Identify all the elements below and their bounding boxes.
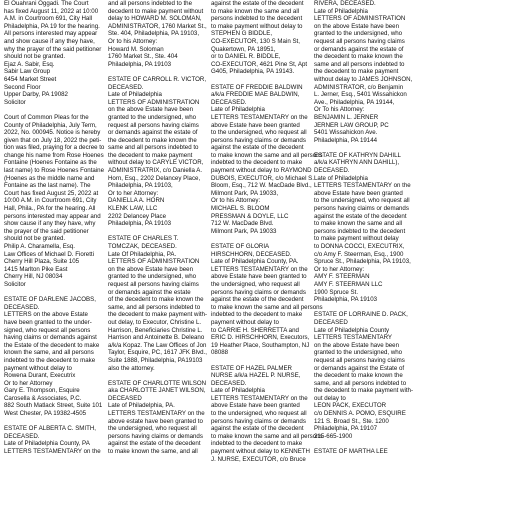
notice-text-line: on the above Estate have been xyxy=(314,22,400,30)
notice-text-line: ADMINISTRATOR, 1760 Market St., xyxy=(108,22,207,30)
notice-text-line: Suite 1888, Philadelphia, PA19103 xyxy=(108,356,203,364)
notice-text-line: NURSE a/k/a HAZEL P. NURSE, xyxy=(211,372,301,380)
notice-text-line: G405, Philadelphia, PA 19143. xyxy=(211,68,295,76)
notice-text-line: Philadelphia, PA 19103 xyxy=(314,296,378,304)
notice-text-line: payment without delay to xyxy=(4,364,72,372)
notice-text-line: aka CHARLOTTE JANET WILSON, xyxy=(108,387,206,395)
notice-text-line: LETTERS TESTAMENTARY on the xyxy=(108,410,205,418)
notice-text-line: the decedent to make known the xyxy=(314,372,403,380)
notice-text-line: indebted to the decedent to make xyxy=(211,311,303,319)
notice-text-line: DUBOIS, EXECUTOR, c/o Michael S. xyxy=(211,174,314,182)
notice-text-line: Philadelphia, PA 19103 xyxy=(108,220,172,228)
notice-text-line: ADMINISTRATOR, c/o Benjamin xyxy=(314,83,404,91)
notice-text-line: Late of Philadelphia County, PA xyxy=(4,440,90,448)
notice-text-line: having claims or demands against xyxy=(4,334,97,342)
notice-text-line: above Estate have been granted to xyxy=(211,273,307,281)
notice-text-line: A.M. in Courtroom 691, City Hall xyxy=(4,15,93,23)
column-2 xyxy=(108,0,208,463)
legal-notice xyxy=(108,76,208,228)
notice-text-line: on the above Estate have been xyxy=(108,265,194,273)
notice-text-line: Taylor, Esquire, PC, 1617 JFK Blvd., xyxy=(108,349,207,357)
notice-text-line: against the estate of the decedent xyxy=(314,212,407,220)
notice-text-line: LETTERS OF ADMINISTRATION xyxy=(314,15,406,23)
notice-text-line: indebted to the decedent to make xyxy=(211,440,303,448)
notice-text-line: 712 W. MacDade Blvd. xyxy=(211,220,274,228)
notice-text-line: against the estate of the decedent xyxy=(211,144,304,152)
notice-text-line: 1760 Market St., Ste. 404 xyxy=(108,53,178,61)
notice-text-line: (Hoenes as the middle name and xyxy=(4,174,95,182)
notice-text-line: above Estate have been granted xyxy=(211,121,300,129)
notice-text-line: on the above Estate have been xyxy=(314,341,400,349)
notice-text-line: to make known the same and all persons xyxy=(211,303,323,311)
notice-text-line: ESTATE OF DARLENE JACOBS, xyxy=(4,296,96,304)
notice-text-line: County of Philadelphia, July Term, xyxy=(4,121,97,129)
notice-text-line: to make known the same and all persons xyxy=(211,151,323,159)
notice-text-line: the Estate of the decedent to make xyxy=(4,341,100,349)
notice-text-line: ESTATE OF HAZEL PALMER xyxy=(211,364,292,372)
notice-text-line: persons having claims or demands xyxy=(211,136,306,144)
notice-text-line: 2022, No. 000945. Notice is hereby xyxy=(4,129,101,137)
notice-text-line: DECEASED xyxy=(314,318,348,326)
notice-text-line: c/o DENNIS A. POMO, ESQUIRE xyxy=(314,410,406,418)
notice-text-line: El Ouahrani Oggadi. The Court xyxy=(4,0,89,7)
notice-text-line: Late of Philadelphia County xyxy=(314,326,390,334)
legal-notice xyxy=(314,448,414,456)
notice-text-line: JERNER LAW GROUP, PC xyxy=(314,121,389,129)
legal-notice xyxy=(108,0,208,68)
notice-text-line: payment without delay to KENNETH xyxy=(211,448,310,456)
column-4 xyxy=(314,0,414,463)
notice-text-line: LETTERS on the above Estate xyxy=(4,311,88,319)
notice-text-line: ESTATE OF MARTHA LEE xyxy=(314,448,388,456)
notice-text-line: signed, who request all persons xyxy=(4,326,91,334)
notice-text-line: Harrison and Antoinette B. Deleano xyxy=(108,334,205,342)
notice-text-line: Solicitor xyxy=(4,280,26,288)
notice-text-line: a/k/a KATHRYN ANN DAHILL), xyxy=(314,159,400,167)
notice-text-line: Bloom, Esq., 712 W. MacDade Blvd., xyxy=(211,182,312,190)
notice-text-line: request all persons having claims xyxy=(108,280,199,288)
notice-text-line: ESTATE OF KATHRYN DAHILL xyxy=(314,151,401,159)
notice-text-line: ERIC D. HIRSCHHORN, Executors, xyxy=(211,334,310,342)
notice-text-line: DECEASED. xyxy=(4,303,40,311)
notice-text-line: Court has fixed August 25, 2022 at xyxy=(4,189,99,197)
notice-text-line: same, and all persons indebted to xyxy=(314,379,407,387)
notice-text-line: ESTATE OF CHARLES T. xyxy=(108,235,179,243)
notice-text-line: change his name from Rose Hoenes xyxy=(4,151,104,159)
notice-text-line: Ave., Philadelphia, PA 19144, xyxy=(314,98,395,106)
notice-text-line: ESTATE OF FREDDIE BALDWIN xyxy=(211,83,303,91)
notice-text-line: AMY F. STEERMAN LLC xyxy=(314,280,383,288)
notice-text-line: ESTATE OF LORRAINE D. PACK, xyxy=(314,311,408,319)
notice-text-line: request all persons having claims xyxy=(108,121,199,129)
column-1 xyxy=(4,0,104,463)
notice-text-line: to make known the same and all xyxy=(314,220,403,228)
notice-text-line: Court of Common Pleas for the xyxy=(4,113,89,121)
notice-text-line: Horn, Esq., 2202 Delancey Place, xyxy=(108,174,201,182)
notice-text-line: tion was filed, praying for a decree to xyxy=(4,144,105,152)
notice-text-line: MICHAEL S. BLOOM xyxy=(211,205,270,213)
notice-text-line: Philadelphia, PA 19103 xyxy=(108,60,172,68)
notice-text-line: ESTATE OF CARROLL R. VICTOR, xyxy=(108,75,207,83)
notice-text-line: persons having claims or demands xyxy=(314,205,409,213)
notice-text-line: known the same, and all persons xyxy=(4,349,94,357)
notice-text-line: granted to the undersigned, who xyxy=(108,273,197,281)
notice-text-line: indebted to the decedent to make xyxy=(211,159,303,167)
notice-text-line: DECEASED xyxy=(108,394,142,402)
notice-text-line: granted to the undersigned, who xyxy=(314,30,403,38)
notice-text-line: LETTERS TESTAMENTARY on the xyxy=(211,113,308,121)
notice-text-line: out delay to xyxy=(314,394,346,402)
notice-text-line: the prayer of the said petitioner xyxy=(4,227,89,235)
legal-notice xyxy=(211,0,311,76)
legal-notice xyxy=(4,425,104,455)
notice-text-line: DECEASED. xyxy=(108,83,144,91)
notice-text-line: DECEASED. xyxy=(4,432,40,440)
notice-text-line: 1900 Spruce St. xyxy=(314,288,359,296)
notice-text-line: request all persons having claims xyxy=(314,37,405,45)
notice-text-line: LETTERS TESTAMENTARY xyxy=(314,334,393,342)
notice-text-line: Or to her Attorney: xyxy=(108,189,159,197)
notice-text-line: ADMINISTRATRIX, c/o Daniella A. xyxy=(108,167,203,175)
notice-text-line: without delay to JAMES JOHNSON, xyxy=(314,75,413,83)
notice-text-line: J. NURSE, EXECUTOR, c/o Bruce xyxy=(211,455,306,463)
notice-text-line: 2202 Delancey Place xyxy=(108,212,167,220)
notice-text-line: persons having claims or demands xyxy=(211,417,306,425)
notice-text-line: Hall, Phila., PA for the hearing. All xyxy=(4,205,96,213)
notice-text-line: Upper Darby, PA 19082 xyxy=(4,91,68,99)
notice-text-line: given that on July 18, 2022 the peti- xyxy=(4,136,102,144)
notice-text-line: above Estate have been granted xyxy=(211,402,300,410)
notice-text-line: STEPHEN G BIDDLE, xyxy=(211,30,273,38)
notice-text-line: HIRSCHHORN, DECEASED. xyxy=(211,250,292,258)
notice-text-line: the decedent to make payment xyxy=(108,151,193,159)
notice-text-line: ESTATE OF CHARLOTTE WILSON xyxy=(108,379,207,387)
legal-notice xyxy=(211,243,323,357)
legal-notice xyxy=(314,311,414,440)
notice-text-line: same, and all persons indebted to xyxy=(108,303,201,311)
notice-text-line: and all persons indebted to the xyxy=(108,0,192,7)
notice-text-line: on the above Estate have been xyxy=(108,106,194,114)
legal-notice xyxy=(314,0,414,144)
notice-text-line: granted to the undersigned, who xyxy=(314,349,403,357)
notice-text-line: Late of Philadelphia xyxy=(211,387,265,395)
notice-text-line: Philadelphia, PA 19103, xyxy=(108,182,173,190)
notice-text-line: to make payment without delay to xyxy=(211,22,303,30)
notice-text-line: Second Floor xyxy=(4,83,41,91)
notice-text-line: or to DANIEL R. BIDDLE, xyxy=(211,53,281,61)
notice-text-line: against the estate of the decedent xyxy=(211,296,304,304)
notice-text-line: payment without delay to RAYMOND xyxy=(211,167,312,175)
notice-text-line: without delay to CARYLE VICTOR, xyxy=(108,159,204,167)
notice-text-line: persons interested may appear and xyxy=(4,212,101,220)
legal-notice xyxy=(4,0,104,106)
notice-text-line: LETTERS TESTAMENTARY on the xyxy=(211,265,308,273)
notice-text-line: LETTERS OF ADMINISTRATION xyxy=(108,98,200,106)
notice-text-line: to DONNA COCCI, EXECUTRIX, xyxy=(314,243,405,250)
notice-text-line: KLENK LAW, LLC xyxy=(108,205,158,213)
notice-text-line: same and all persons indebted to xyxy=(108,144,199,152)
notice-text-line: to CARRIE H. SHERRETTA and xyxy=(211,326,299,334)
notice-text-line: PRESSMAN & DOYLE, LLC xyxy=(211,212,289,220)
notice-text-line: also the attorney. xyxy=(108,364,155,372)
notice-text-line: against the estate of the decedent xyxy=(108,440,201,448)
notice-text-line: Or to her Attorney: xyxy=(314,265,365,273)
notice-text-line: the undersigned, who request all xyxy=(108,425,197,433)
legal-notice xyxy=(108,380,208,456)
notice-text-line: 08088 xyxy=(211,349,229,357)
notice-text-line: Or to his Attorney: xyxy=(211,197,261,205)
notice-text-line: Ste. 404, Philadelphia, PA 19103, xyxy=(108,30,200,38)
legal-notice xyxy=(108,235,208,372)
notice-text-line: DANIELLA A. HORN xyxy=(108,197,165,205)
notice-text-line: RIVERA, DECEASED. xyxy=(314,0,376,7)
notice-text-line: Late of Philadelphia xyxy=(211,106,265,114)
notice-text-line: above estate have been granted to xyxy=(108,417,203,425)
notice-text-line: ESTATE OF ALBERTA C. SMITH, xyxy=(4,425,97,433)
notice-text-line: Philadelphia, PA 19107 xyxy=(314,425,378,433)
notice-text-line: 1415 Marlton Pike East xyxy=(4,265,68,273)
notice-text-line: indebted to the decedent to make xyxy=(4,356,96,364)
notice-text-line: to make known the same and all persons xyxy=(211,432,323,440)
notice-text-line: persons having claims or demands xyxy=(108,432,203,440)
notice-text-line: same and all persons indebted to xyxy=(314,60,405,68)
notice-text-line: a/k/a Kopaz. The Law Offices of Jon xyxy=(108,341,207,349)
notice-text-line: has fixed August 11, 2022 at 10:00 xyxy=(4,7,99,15)
notice-text-line: Sabir Law Group xyxy=(4,68,51,76)
legal-notice xyxy=(314,152,414,304)
legal-notice xyxy=(211,83,323,236)
notice-text-line: above Estate have been granted xyxy=(314,189,403,197)
notice-text-line: to make known the same and all xyxy=(211,7,300,15)
notice-text-line: 121 S. Broad St., Ste. 1200 xyxy=(314,417,389,425)
notice-text-line: c/o Amy F. Steerman, Esq., 1900 xyxy=(314,250,404,258)
legal-notice xyxy=(4,114,104,289)
notice-text-line: BENJAMIN L. JERNER xyxy=(314,113,379,121)
notice-text-line: or demands against the Estate of xyxy=(314,364,405,372)
notice-text-line: to the undersigned, who request all xyxy=(211,129,307,137)
notice-text-line: 882 South Matlack Street, Suite 101 xyxy=(4,402,103,410)
notice-text-line: Law Offices of Michael D. Fioretti xyxy=(4,250,94,258)
notice-text-line: Or to his Attorney: xyxy=(108,37,158,45)
notice-text-line: Late of Philadelphia County, PA. xyxy=(211,258,299,266)
notice-text-line: against the estate of the decedent xyxy=(211,0,304,7)
notice-text-line: or demands against the estate of xyxy=(314,45,404,53)
column-3 xyxy=(211,0,323,471)
notice-text-line: Spruce St., Philadelphia, PA 19103, xyxy=(314,258,411,266)
notice-text-line: persons indebted to the decedent xyxy=(314,227,406,235)
notice-text-line: a/k/a FREDDIE MAE BALDWIN, xyxy=(211,91,300,99)
notice-text-line: AMY F. STEERMAN xyxy=(314,273,370,281)
notice-text-line: to make known the same, and all xyxy=(108,448,198,456)
legal-notice xyxy=(4,296,104,418)
notice-text-line: the decedent to make known the xyxy=(314,53,403,61)
notice-text-line: Quakertown, PA 18951, xyxy=(211,45,276,53)
notice-text-line: the decedent to make payment with- xyxy=(314,387,413,395)
notice-text-line: Late of Philadelphia xyxy=(314,174,368,182)
notice-text-line: L. Jerner, Esq., 5401 Wissahickon xyxy=(314,91,407,99)
notice-text-line: delay to HOWARD M. SOLOMAN, xyxy=(108,15,202,23)
notice-text-line: to the undersigned, who request all xyxy=(314,197,410,205)
notice-text-line: DECEASED. xyxy=(211,379,247,387)
notice-text-line: Late of Philadelphia xyxy=(108,91,162,99)
notice-text-line: persons having claims or demands xyxy=(211,288,306,296)
notice-text-line: 10:00 A.M. in Courtroom 691, City xyxy=(4,197,97,205)
notice-text-line: Harrison, Beneficiaries Christine L. xyxy=(108,326,203,334)
notice-text-line: LETTERS OF ADMINISTRATION xyxy=(108,258,200,266)
notice-text-line: DECEASED. xyxy=(314,167,350,175)
notice-text-line: Philadelphia, PA 19 for the hearing. xyxy=(4,22,100,30)
notice-text-line: to make payment without delay xyxy=(314,235,399,243)
notice-text-line: Howard M. Soloman xyxy=(108,45,164,53)
notice-text-line: persons indebted to the decedent xyxy=(211,15,303,23)
notice-text-line: Cherry Hill Plaza, Suite 105 xyxy=(4,258,80,266)
notice-text-line: Rowena Durant, Executrix xyxy=(4,372,76,380)
notice-text-line: Philadelphia, PA 19144 xyxy=(314,136,378,144)
notice-text-line: last name) to Rose Hoenes Fontaine xyxy=(4,167,105,175)
notice-text-line: Fontaine as the last name). The xyxy=(4,182,91,190)
notice-text-line: TOMCZAK, DECEASED. xyxy=(108,243,177,250)
notice-text-line: show cause if any they have, why xyxy=(4,220,96,228)
notice-text-line: CO-EXECUTOR, 4621 Pine St, Apt xyxy=(211,60,308,68)
notice-text-line: payment without delay to xyxy=(211,318,279,326)
notice-text-line: Or to her Attorney xyxy=(4,379,53,387)
notice-text-line: DECEASED. xyxy=(211,98,247,106)
notice-text-line: decedent to make payment without xyxy=(108,7,204,15)
notice-text-line: should not be granted. xyxy=(4,53,66,61)
notice-text-line: LETTERS TESTAMENTARY on the xyxy=(4,448,101,456)
notice-text-line: the decedent to make payment xyxy=(314,68,399,76)
notice-text-line: the decedent to make payment with- xyxy=(108,311,207,319)
notice-text-line: Fontaine (Hoenes Fontaine as the xyxy=(4,159,97,167)
notice-text-line: Late Of Philadelphia, PA. xyxy=(108,250,177,258)
notice-text-line: and show cause if any they have, xyxy=(4,37,95,45)
notice-text-line: request all persons having claims xyxy=(314,356,405,364)
notice-text-line: Cherry Hill, NJ 08034 xyxy=(4,273,63,281)
legal-notice xyxy=(211,364,323,464)
notice-text-line: or demands against the estate xyxy=(108,288,191,296)
notice-text-line: the decedent to make known the xyxy=(108,136,197,144)
notice-text-line: Carosella & Associates, P.C. xyxy=(4,394,82,402)
notice-text-line: Gary E. Thompson, Esquire xyxy=(4,387,80,395)
notice-text-line: Solicitor xyxy=(4,98,26,106)
notice-text-line: the undersigned, who request all xyxy=(211,280,300,288)
notice-text-line: Late of Philadelphia xyxy=(314,7,368,15)
notice-text-line: Late of Philadelphia, PA. xyxy=(108,402,175,410)
notice-text-line: why the prayer of the said petitioner xyxy=(4,45,102,53)
notice-text-line: LETTERS TESTAMENTARY on the xyxy=(314,182,411,190)
notice-text-line: Ejaz A. Sabir, Esq. xyxy=(4,60,55,68)
notice-text-line: to the undersigned, who request all xyxy=(211,410,307,418)
notice-text-line: of the decedent to make known the xyxy=(108,296,204,304)
notice-text-line: CO-EXECUTOR, 130 S Main St, xyxy=(211,37,300,45)
notice-text-line: ESTATE OF GLORIA xyxy=(211,243,270,250)
notice-text-line: All persons interested may appear xyxy=(4,30,98,38)
notice-text-line: against the estate of the decedent xyxy=(211,425,304,433)
notice-text-line: Milmont Park, PA 19033, xyxy=(211,189,279,197)
notice-text-line: 215-665-1900 xyxy=(314,432,353,440)
notice-text-line: granted to the undersigned, who xyxy=(108,113,197,121)
notice-text-line: 5401 Wissahickon Ave. xyxy=(314,129,378,137)
notice-text-line: Or To his Attorney: xyxy=(314,106,365,114)
notice-text-line: Milmont Park, PA 19033 xyxy=(211,227,277,235)
notice-text-line: Philip A. Charamella, Esq. xyxy=(4,243,75,250)
notice-text-line: West Chester, PA 19382-4505 xyxy=(4,410,87,418)
notice-text-line: 19 Heather Place, Southampton, NJ xyxy=(211,341,310,349)
notice-text-line: out delay, to Executor, Christine L. xyxy=(108,318,202,326)
notice-text-line: LETTERS TESTAMENTARY on the xyxy=(211,394,308,402)
notice-text-line: have been granted to the under- xyxy=(4,318,92,326)
notice-text-line: should not be granted. xyxy=(4,235,66,243)
notice-text-line: 6454 Market Street xyxy=(4,75,57,83)
notice-text-line: or demands against the estate of xyxy=(108,129,198,137)
notice-text-line: LEON PACK, EXECUTOR xyxy=(314,402,387,410)
